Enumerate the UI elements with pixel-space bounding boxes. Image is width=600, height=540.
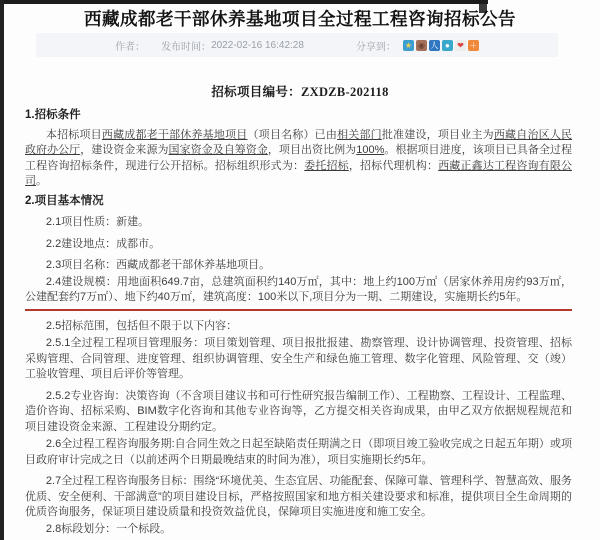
paragraph-segment: 。 — [36, 175, 47, 187]
paragraph-segment: 。根据项目进度，该项目已具备全过程工程咨询招标条件，现进行公开招标。招标组织形式为： — [25, 144, 573, 172]
underlined-field-value: 100% — [356, 144, 385, 156]
paragraph-segment: （项目名称）已由 — [247, 128, 338, 141]
paragraph-professional-consulting: 2.5.2专业咨询：决策咨询（不含项目建议书和可行性研究报告编制工作）、工程勘察、工程设计、工程监理、造价咨询、招标采购、BIM数字化咨询和其他专业咨询等，乙方提交相关咨询成果，由甲乙双方依据规程规范和项目建设资金来源、工程建设分期约定。 — [25, 389, 572, 433]
publish-time-label: 发布时间： — [161, 41, 212, 53]
paragraph-construction-scale: 2.4建设规模：用地面积649.7亩，总建筑面积约140万㎡，其中：地上约100万㎡（居家休养用房约93万㎡，公建配套约7万㎡）、地下约40万㎡，建筑高度：100米以下,项目分为一期、二期建设，实施期长约5年。 — [25, 275, 572, 303]
paragraph-project-name: 2.3项目名称：西藏成都老干部休养基地项目。 — [45, 259, 271, 271]
paragraph-project-management-services: 2.5.1全过程工程项目管理服务：项目策划管理、项目报批报建、勘察管理、设计协调管理、投资管理、招标采购管理、合同管理、进度管理、组织协调管理、安全生产和绿色施工管理、数字化管理、风险管理、交（竣）工验收管理、项目后评价等管理。 — [25, 337, 572, 380]
underlined-field-value: 国家资金及自筹资金 — [168, 144, 268, 156]
more-share-icon[interactable]: ＋ — [469, 40, 478, 50]
meta-bar — [36, 33, 558, 57]
project-number-line — [10, 82, 590, 100]
project-number-label: 招标项目编号： — [211, 85, 301, 99]
section-heading-project-overview: 2.项目基本情况 — [25, 194, 104, 207]
paragraph-segment: 批准建设，项目业主为 — [381, 128, 494, 141]
publish-time-value: 2022-02-16 16:42:28 — [211, 39, 304, 51]
tender-conditions-paragraph — [25, 128, 572, 190]
sina-share-icon[interactable]: ❤ — [455, 40, 466, 51]
paragraph-service-goals: 2.7全过程工程咨询服务目标：围绕“环境优美、生态宜居、功能配套、保障可靠、管理科学、智慧高效、服务优质、安全便利、干部满意”的项目建设目标，严格按照国家和地方相关建设要求和标准，提供项目全生命周期的优质咨询服务，保证项目建设质量和投资效益优良，保障项目实施进度和施工安全。 — [25, 475, 572, 518]
section-heading-tender-conditions: 1.招标条件 — [25, 109, 81, 121]
left-edge-bar — [0, 0, 4, 540]
red-underline-annotation — [25, 309, 572, 311]
weibo-share-icon[interactable]: ◉ — [416, 40, 427, 51]
qzone-share-icon[interactable]: ★ — [404, 40, 412, 50]
paragraph-bid-sections: 2.8标段划分：一个标段。 — [45, 522, 172, 535]
paragraph-service-period: 2.6全过程工程咨询服务期:自合同生效之日起至缺陷责任期满之日（即项目竣工验收完成之日起五年期）或项目政府审计完成之日（以前述两个日期最晚结束的时间为准），项目实施期长约5年。 — [25, 438, 572, 466]
underlined-field-value: 委托招标 — [304, 159, 349, 172]
paragraph-project-location: 2.2建设地点：成都市。 — [45, 237, 161, 250]
underlined-field-value: 西藏成都老干部休养基地项目 — [101, 128, 248, 141]
tencent-share-icon[interactable]: ● — [442, 40, 453, 51]
project-number-value: ZXDZB-202118 — [300, 85, 389, 99]
share-label: 分享到： — [355, 41, 396, 53]
underlined-field-value: 西藏自治区人民政府办公厅 — [25, 128, 573, 156]
announcement-body — [25, 108, 572, 537]
paragraph-project-nature: 2.1项目性质：新建。 — [45, 216, 150, 228]
paragraph-segment: ，建设资金来源为 — [80, 144, 169, 156]
paragraph-segment: ，招标代理机构： — [348, 159, 439, 172]
underlined-field-value: 西藏正鑫达工程咨询有限公司 — [25, 159, 573, 187]
share-icons — [403, 40, 479, 51]
author-label: 作者： — [115, 41, 146, 53]
page-title: 西藏成都老干部休养基地项目全过程工程咨询招标公告 — [84, 9, 516, 29]
paragraph-segment: ，项目出资比例为 — [267, 144, 357, 156]
top-edge-bar — [0, 0, 488, 4]
renren-share-icon[interactable]: 人 — [430, 40, 439, 50]
paragraph-segment: 本招标项目 — [45, 128, 102, 141]
underlined-field-value: 相关部门 — [337, 128, 382, 141]
paragraph-tender-scope: 2.5招标范围，包括但不限于以下内容： — [45, 319, 238, 332]
